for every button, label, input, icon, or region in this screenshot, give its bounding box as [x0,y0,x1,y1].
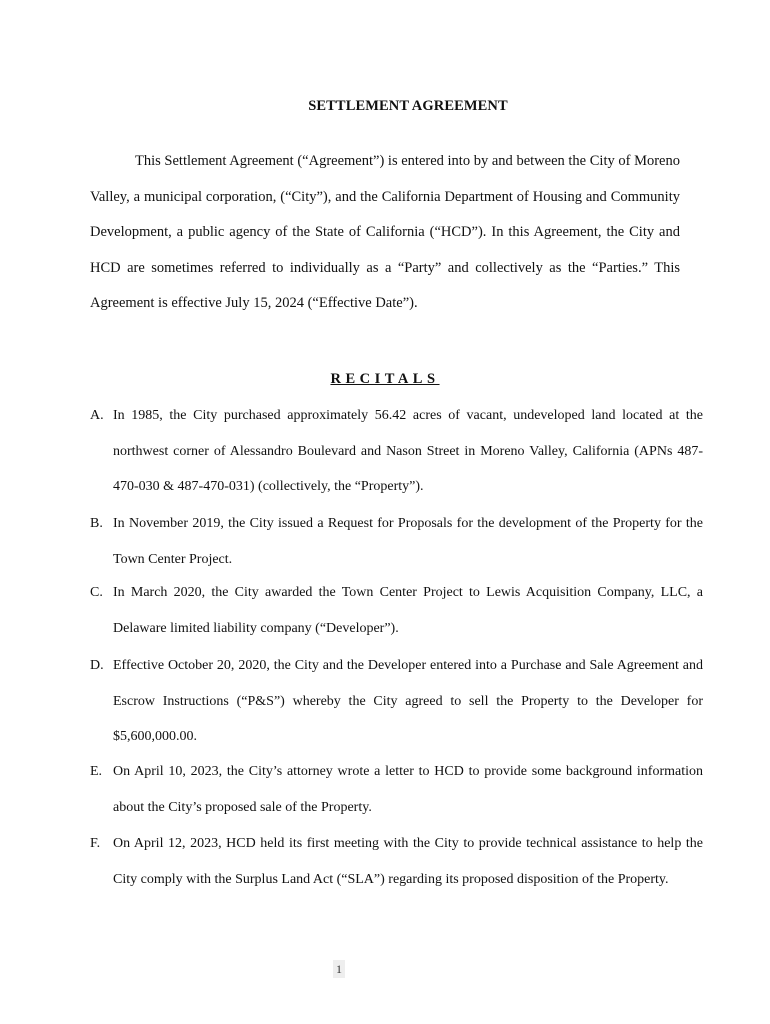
intro-paragraph [90,144,680,322]
recital-letter: C. [90,585,103,600]
recital-text: On April 12, 2023, HCD held its first meeting with the City to provide technical assistance to help the City comply with the Surplus Land Act (“SLA”) regarding its proposed disposition of the Property. [113,836,703,887]
recital-text: On April 10, 2023, the City’s attorney wrote a letter to HCD to provide some background information about the City’s proposed sale of the Property. [113,764,703,815]
recital-letter: E. [90,764,103,779]
recital-d [90,648,703,755]
page-number: 1 [333,960,345,978]
recital-text: Effective October 20, 2020, the City and the Developer entered into a Purchase and Sale Agreement and Escrow Instructions (“P&S”) whereby the City agreed to sell the Property to the Developer for $5,600,000.00. [113,658,703,745]
recital-letter: A. [90,408,104,423]
recital-c [90,575,703,646]
recital-letter: B. [90,516,103,531]
recitals-heading [0,370,770,388]
recital-text: In March 2020, the City awarded the Town Center Project to Lewis Acquisition Company, LLC, a Delaware limited liability company (“Developer”). [113,585,703,636]
recital-text: In 1985, the City purchased approximately 56.42 acres of vacant, undeveloped land located at the northwest corner of Alessandro Boulevard and Nason Street in Moreno Valley, California (APNs 487-470-030 & 487-470-031) (collectively, the “Property”). [113,408,703,495]
recital-f [90,826,703,897]
recital-a [90,398,703,505]
document-title: SETTLEMENT AGREEMENT [308,98,508,114]
recitals-heading-text: RECITALS [330,371,440,387]
recital-text: In November 2019, the City issued a Request for Proposals for the development of the Property for the Town Center Project. [113,516,703,567]
recital-letter: D. [90,658,104,673]
recital-letter: F. [90,836,101,851]
recital-b [90,506,703,577]
recital-e [90,754,703,825]
intro-text: This Settlement Agreement (“Agreement”) is entered into by and between the City of Moreno Valley, a municipal corporation, (“City”), and the California Department of Housing and Community Development, a public agency of the State of California (“HCD”). In this Agreement, the City and HCD are sometimes referred to individually as a “Party” and collectively as the “Parties.” This Agreement is effective July 15, 2024 (“Effective Date”). [90,153,680,312]
